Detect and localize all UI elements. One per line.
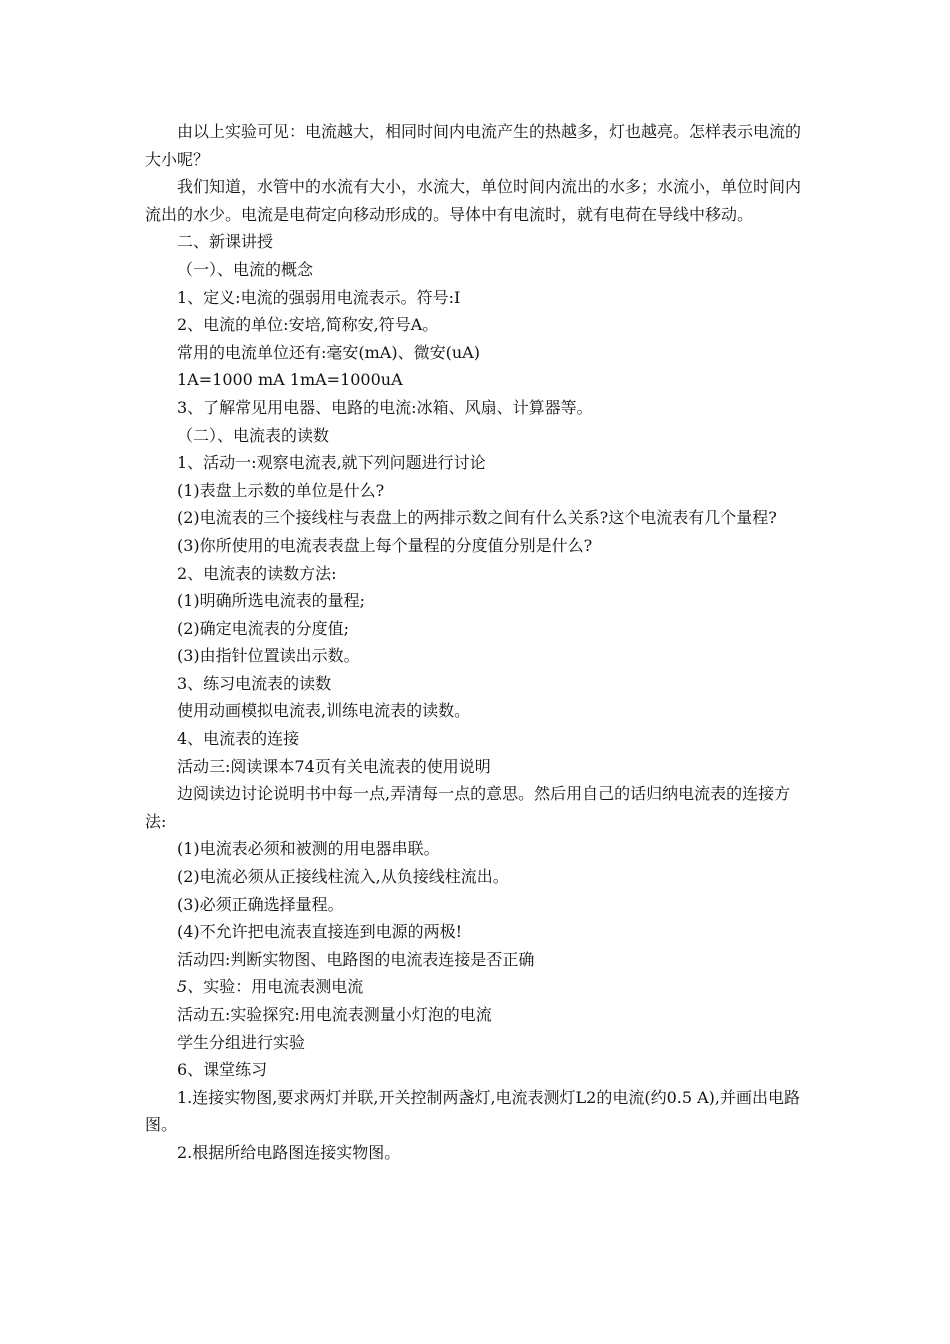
text-line: (3)你所使用的电流表表盘上每个量程的分度值分别是什么?: [177, 535, 593, 555]
text-line: 1、定义:电流的强弱用电流表示。符号:I: [177, 287, 461, 307]
text-line: (4)不允许把电流表直接连到电源的两极!: [177, 922, 463, 942]
text-line: (2)电流表的三个接线柱与表盘上的两排示数之间有什么关系?这个电流表有几个量程?: [177, 508, 777, 528]
experiment-heading: [145, 973, 805, 1001]
exercise-1: 1.连接实物图,要求两灯并联,开关控制两盏灯,电流表测灯L2的电流(约0.5 A),并画出电路图。: [145, 1087, 800, 1135]
text-line: (2)确定电流表的分度值;: [177, 618, 350, 638]
text-line: 2、电流表的读数方法:: [177, 563, 337, 583]
text-line: (3)由指针位置读出示数。: [177, 646, 360, 666]
text-line: 活动三:阅读课本74页有关电流表的使用说明: [177, 756, 491, 776]
text-line: 1A=1000 mA 1mA=1000uA: [177, 370, 403, 390]
text-line: 2、电流的单位:安培,简称安,符号A。: [177, 315, 439, 335]
text-line: (3)必须正确选择量程。: [177, 894, 344, 914]
text-line: (2)电流必须从正接线柱流入,从负接线柱流出。: [177, 867, 509, 887]
experiment-title: 实验：用电流表测电流: [203, 977, 364, 997]
paragraph-intro: 由以上实验可见：电流越大，相同时间内电流产生的热越多，灯也越亮。怎样表示电流的大小呢？: [145, 122, 802, 169]
text-line: 3、了解常见用电器、电路的电流:冰箱、风扇、计算器等。: [177, 397, 593, 417]
text-line: 使用动画模拟电流表,训练电流表的读数。: [177, 701, 471, 721]
text-line: 活动五:实验探究:用电流表测量小灯泡的电流: [177, 1005, 492, 1024]
text-line: 活动四:判断实物图、电路图的电流表连接是否正确: [177, 949, 535, 969]
text-line: (1)电流表必须和被测的用电器串联。: [177, 839, 440, 859]
text-line: 学生分组进行实验: [177, 1032, 306, 1052]
experiment-number: 5、: [177, 977, 204, 997]
paragraph-connection-method: 边阅读边讨论说明书中每一点,弄清每一点的意思。然后用自己的话归纳电流表的连接方法:: [145, 784, 791, 831]
text-line: 6、课堂练习: [177, 1060, 268, 1080]
text-line: 4、电流表的连接: [177, 729, 300, 749]
exercise-2: 2.根据所给电路图连接实物图。: [177, 1142, 401, 1162]
text-line: 常用的电流单位还有:毫安(mA)、微安(uA): [177, 342, 480, 362]
text-line: 1、活动一:观察电流表,就下列问题进行讨论: [177, 453, 486, 473]
subsection-heading-current-concept: （一）、电流的概念: [177, 259, 314, 279]
text-line: 3、练习电流表的读数: [177, 673, 332, 693]
text-line: (1)表盘上示数的单位是什么?: [177, 480, 385, 500]
section-heading-new-lesson: 二、新课讲授: [177, 232, 274, 252]
document-body: [145, 118, 805, 1167]
text-line: (1)明确所选电流表的量程;: [177, 591, 366, 611]
subsection-heading-ammeter-reading: （二）、电流表的读数: [177, 425, 330, 445]
paragraph-water-analogy: 我们知道，水管中的水流有大小，水流大，单位时间内流出的水多；水流小，单位时间内流出的水少。电流是电荷定向移动形成的。导体中有电流时，就有电荷在导线中移动。: [145, 177, 802, 224]
